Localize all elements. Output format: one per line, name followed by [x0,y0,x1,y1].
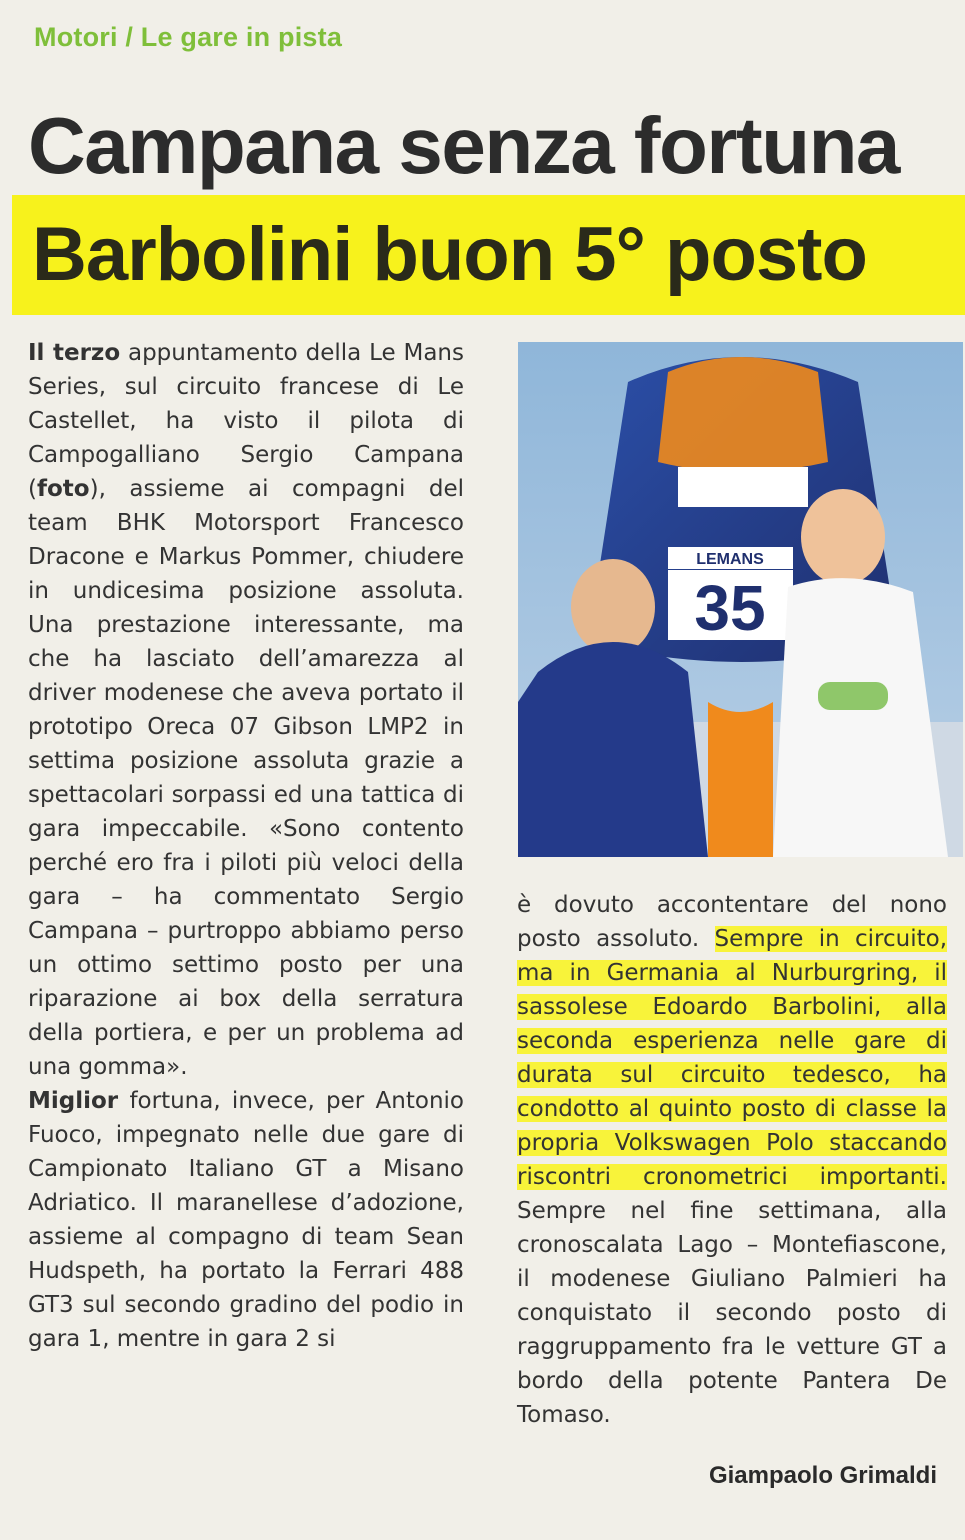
car-sponsor-panel [678,467,808,507]
car-number: 35 [694,572,766,644]
subheadline: Barbolini buon 5° posto [32,212,867,297]
paragraph-1 [28,336,464,1084]
paragraph-3-continuation: è dovuto accontentare del nono posto assoluto. [517,892,947,952]
paragraph-1-text-b: ), assieme ai compagni del team BHK Motorsport Francesco Dracone e Markus Pommer, chiudere in undicesima posizione assoluta. Una prestazione interessante, ma che ha lasciato dell’amarezza al driver modenese che aveva portato il prototipo Oreca 07 Gibson LMP2 in settima posizione assoluta grazie a spettacolari sorpassi ed una tattica di gara impeccabile. «Sono contento perché ero fra i piloti più veloci della gara – ha commentato Sergio Campana – purtroppo abbiamo perso un ottimo settimo posto per una riparazione ai box della serratura della portiera, e per un problema ad una gomma». [28,476,464,1080]
highlighted-passage: Sempre in circuito, ma in Germania al Nurburgring, il sassolese Edoardo Barbolini, alla seconda esperienza nelle gare di durata sul circuito tedesco, ha condotto al quinto posto di classe la propria Volkswagen Polo staccando riscontri cronometrici importanti. [517,926,947,1190]
person-right-head [801,489,885,585]
photo-reference: foto [36,476,90,502]
article-column-left [28,336,464,1356]
paragraph-3-rest: Sempre nel fine settimana, alla cronoscalata Lago – Montefiascone, il modenese Giuliano Palmieri ha conquistato il secondo posto di raggruppamento fra le vetture GT a bordo della potente Pantera De Tomaso. [517,1198,947,1428]
race-photo [518,342,963,857]
car-canopy [658,357,828,472]
headline: Campana senza fortuna [28,101,899,190]
car-lower-livery [708,702,773,857]
lead-in-1: Il terzo [28,340,121,366]
paragraph-2-text: fortuna, invece, per Antonio Fuoco, impegnato nelle due gare di Campionato Italiano GT a Misano Adriatico. Il maranellese d’adozione, assieme al compagno di team Sean Hudspeth, ha portato la Ferrari 488 GT3 sul secondo gradino del podio in gara 1, mentre in gara 2 si [28,1088,464,1352]
car-sponsor-text: LEMANS [696,551,764,568]
person-left-suit [518,642,708,857]
race-photo-illustration [518,342,963,857]
lead-in-2: Miglior [28,1088,119,1114]
person-left-head [571,559,655,655]
sponsor-patch [818,682,888,710]
author-byline: Giampaolo Grimaldi [708,1462,937,1489]
paragraph-2 [28,1084,464,1356]
paragraph-1-text-a: appuntamento della Le Mans Series, sul circuito francese di Le Castellet, ha visto il pilota di Campogalliano Sergio Campana ( [28,340,464,502]
section-kicker: Motori / Le gare in pista [34,22,343,52]
paragraph-3 [517,888,947,1432]
article-column-right [517,888,947,1432]
subheadline-highlight [12,195,965,315]
